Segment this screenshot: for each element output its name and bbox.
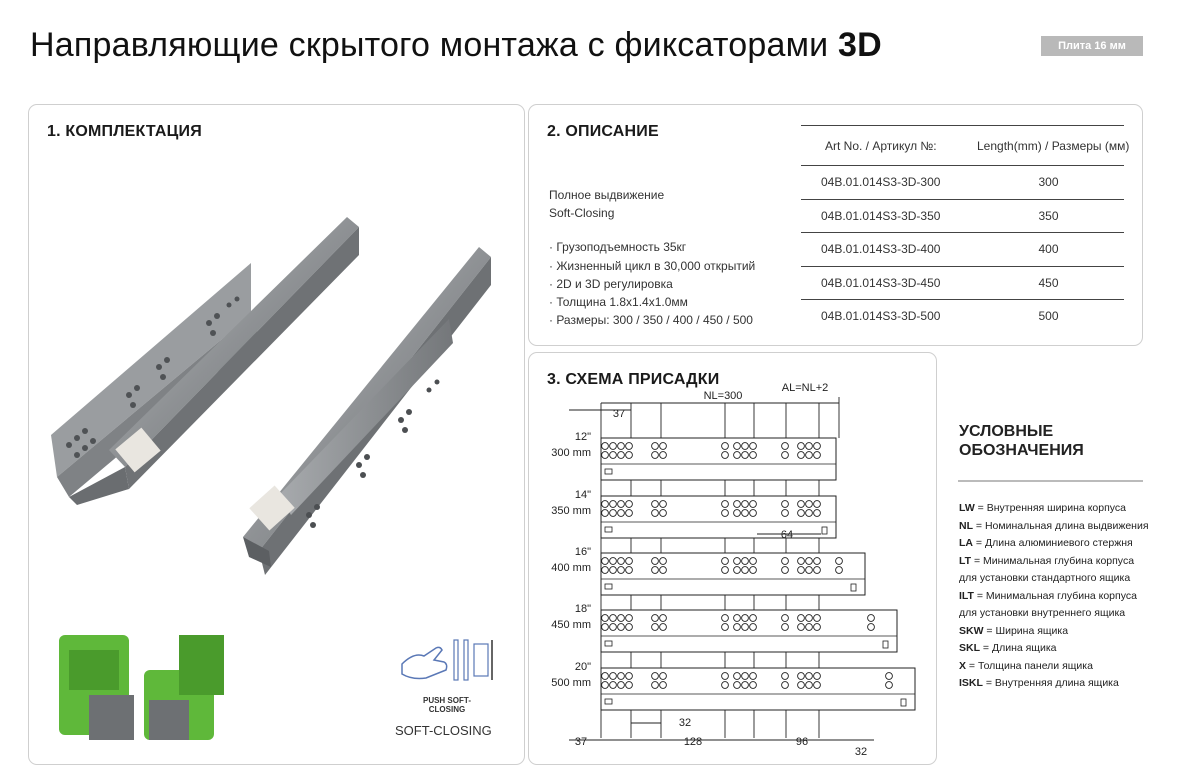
art-cell: 04B.01.014S3-3D-400 bbox=[821, 242, 941, 257]
length-cell: 350 bbox=[1038, 208, 1059, 223]
size-mm-label: 350 mm bbox=[551, 505, 591, 517]
legend-item: X = Толщина панели ящика bbox=[959, 659, 1093, 672]
legend-title-line2: ОБОЗНАЧЕНИЯ bbox=[959, 442, 1084, 459]
table-row bbox=[801, 232, 1124, 266]
col-length-header: Length(mm) / Размеры (мм) bbox=[977, 138, 1130, 153]
spec-table-header bbox=[801, 125, 1130, 165]
col-art-header: Art No. / Артикул №: bbox=[825, 138, 937, 153]
legend-title-line1: УСЛОВНЫЕ bbox=[959, 423, 1054, 440]
legend-item: SKL = Длина ящика bbox=[959, 642, 1057, 654]
size-mm-label: 450 mm bbox=[551, 619, 591, 631]
push-soft-closing-icon bbox=[394, 630, 504, 690]
table-row bbox=[801, 299, 1124, 333]
dim-label: 96 bbox=[795, 736, 809, 748]
rail-outline bbox=[601, 438, 836, 480]
art-cell: 04B.01.014S3-3D-500 bbox=[821, 309, 941, 324]
dim-label: AL=NL+2 bbox=[781, 382, 829, 394]
art-cell: 04B.01.014S3-3D-450 bbox=[821, 275, 941, 290]
description-extension: Полное выдвижение bbox=[549, 188, 665, 202]
size-inch-label: 12" bbox=[574, 431, 591, 443]
page-title: Направляющие скрытого монтажа с фиксаторами 3D bbox=[30, 26, 882, 64]
legend-item: LT = Минимальная глубина корпуса bbox=[959, 554, 1135, 567]
size-inch-label: 20" bbox=[574, 661, 591, 673]
length-cell: 300 bbox=[1038, 175, 1059, 190]
size-mm-label: 300 mm bbox=[551, 447, 591, 459]
section-description-panel bbox=[528, 104, 1143, 346]
legend-item: SKW = Ширина ящика bbox=[959, 624, 1069, 637]
green-locking-clips bbox=[59, 635, 224, 740]
panel-thickness-badge: Плита 16 мм bbox=[1041, 36, 1143, 56]
length-cell: 400 bbox=[1038, 242, 1059, 257]
legend-item: ILT = Минимальная глубина корпуса bbox=[959, 589, 1137, 602]
legend-item: NL = Номинальная длина выдвижения bbox=[959, 519, 1149, 532]
legend-item: для установки внутреннего ящика bbox=[959, 607, 1126, 619]
dim-label: 32 bbox=[678, 717, 692, 729]
section-drilling-panel bbox=[528, 352, 937, 765]
legend-title bbox=[959, 422, 1084, 460]
section-drilling-title: 3. СХЕМА ПРИСАДКИ bbox=[547, 371, 720, 388]
art-cell: 04B.01.014S3-3D-350 bbox=[821, 208, 941, 223]
table-row bbox=[801, 266, 1124, 300]
soft-closing-label: SOFT-CLOSING bbox=[395, 723, 492, 738]
legend-item: для установки стандартного ящика bbox=[959, 572, 1131, 584]
legend-divider bbox=[958, 480, 1143, 482]
rail-outline bbox=[601, 668, 915, 710]
length-cell: 450 bbox=[1038, 275, 1059, 290]
length-cell: 500 bbox=[1038, 309, 1059, 324]
dim-label: 37 bbox=[574, 736, 588, 748]
rail-outline bbox=[601, 553, 865, 595]
push-soft-closing-label: PUSH SOFT-CLOSING bbox=[422, 696, 471, 714]
feature-item: · Жизненный цикл в 30,000 открытий bbox=[549, 259, 756, 273]
dim-label: 128 bbox=[683, 736, 703, 748]
spec-table bbox=[801, 125, 1130, 333]
feature-item: · Толщина 1.8x1.4x1.0мм bbox=[549, 295, 688, 309]
size-mm-label: 500 mm bbox=[551, 677, 591, 689]
feature-item: · Грузоподъемность 35кг bbox=[549, 240, 687, 254]
description-softclosing: Soft-Closing bbox=[549, 206, 615, 220]
dim-label: NL=300 bbox=[703, 390, 743, 402]
legend-item: LA = Длина алюминиевого стержня bbox=[959, 537, 1133, 549]
table-row bbox=[801, 165, 1124, 199]
dim-label: 37 bbox=[612, 408, 626, 420]
rail-outline bbox=[601, 496, 836, 538]
legend-list bbox=[959, 500, 1149, 693]
size-inch-label: 18" bbox=[574, 603, 591, 615]
size-inch-label: 16" bbox=[574, 546, 591, 558]
feature-item: · 2D и 3D регулировка bbox=[549, 277, 673, 291]
legend-item: LW = Внутренняя ширина корпуса bbox=[959, 502, 1126, 514]
table-row bbox=[801, 199, 1124, 233]
feature-item: · Размеры: 300 / 350 / 400 / 450 / 500 bbox=[549, 313, 753, 327]
drilling-scheme-diagram bbox=[529, 353, 938, 766]
section-description-title: 2. ОПИСАНИЕ bbox=[547, 123, 659, 140]
rail-outline bbox=[601, 610, 897, 652]
legend-item: ISKL = Внутренняя длина ящика bbox=[959, 677, 1119, 689]
size-mm-label: 400 mm bbox=[551, 562, 591, 574]
section-kit-panel bbox=[28, 104, 525, 765]
dim-label: 32 bbox=[854, 746, 868, 758]
size-inch-label: 14" bbox=[574, 489, 591, 501]
art-cell: 04B.01.014S3-3D-300 bbox=[821, 175, 941, 190]
dim-label: 64 bbox=[780, 529, 794, 541]
section-kit-title: 1. КОМПЛЕКТАЦИЯ bbox=[47, 123, 202, 140]
